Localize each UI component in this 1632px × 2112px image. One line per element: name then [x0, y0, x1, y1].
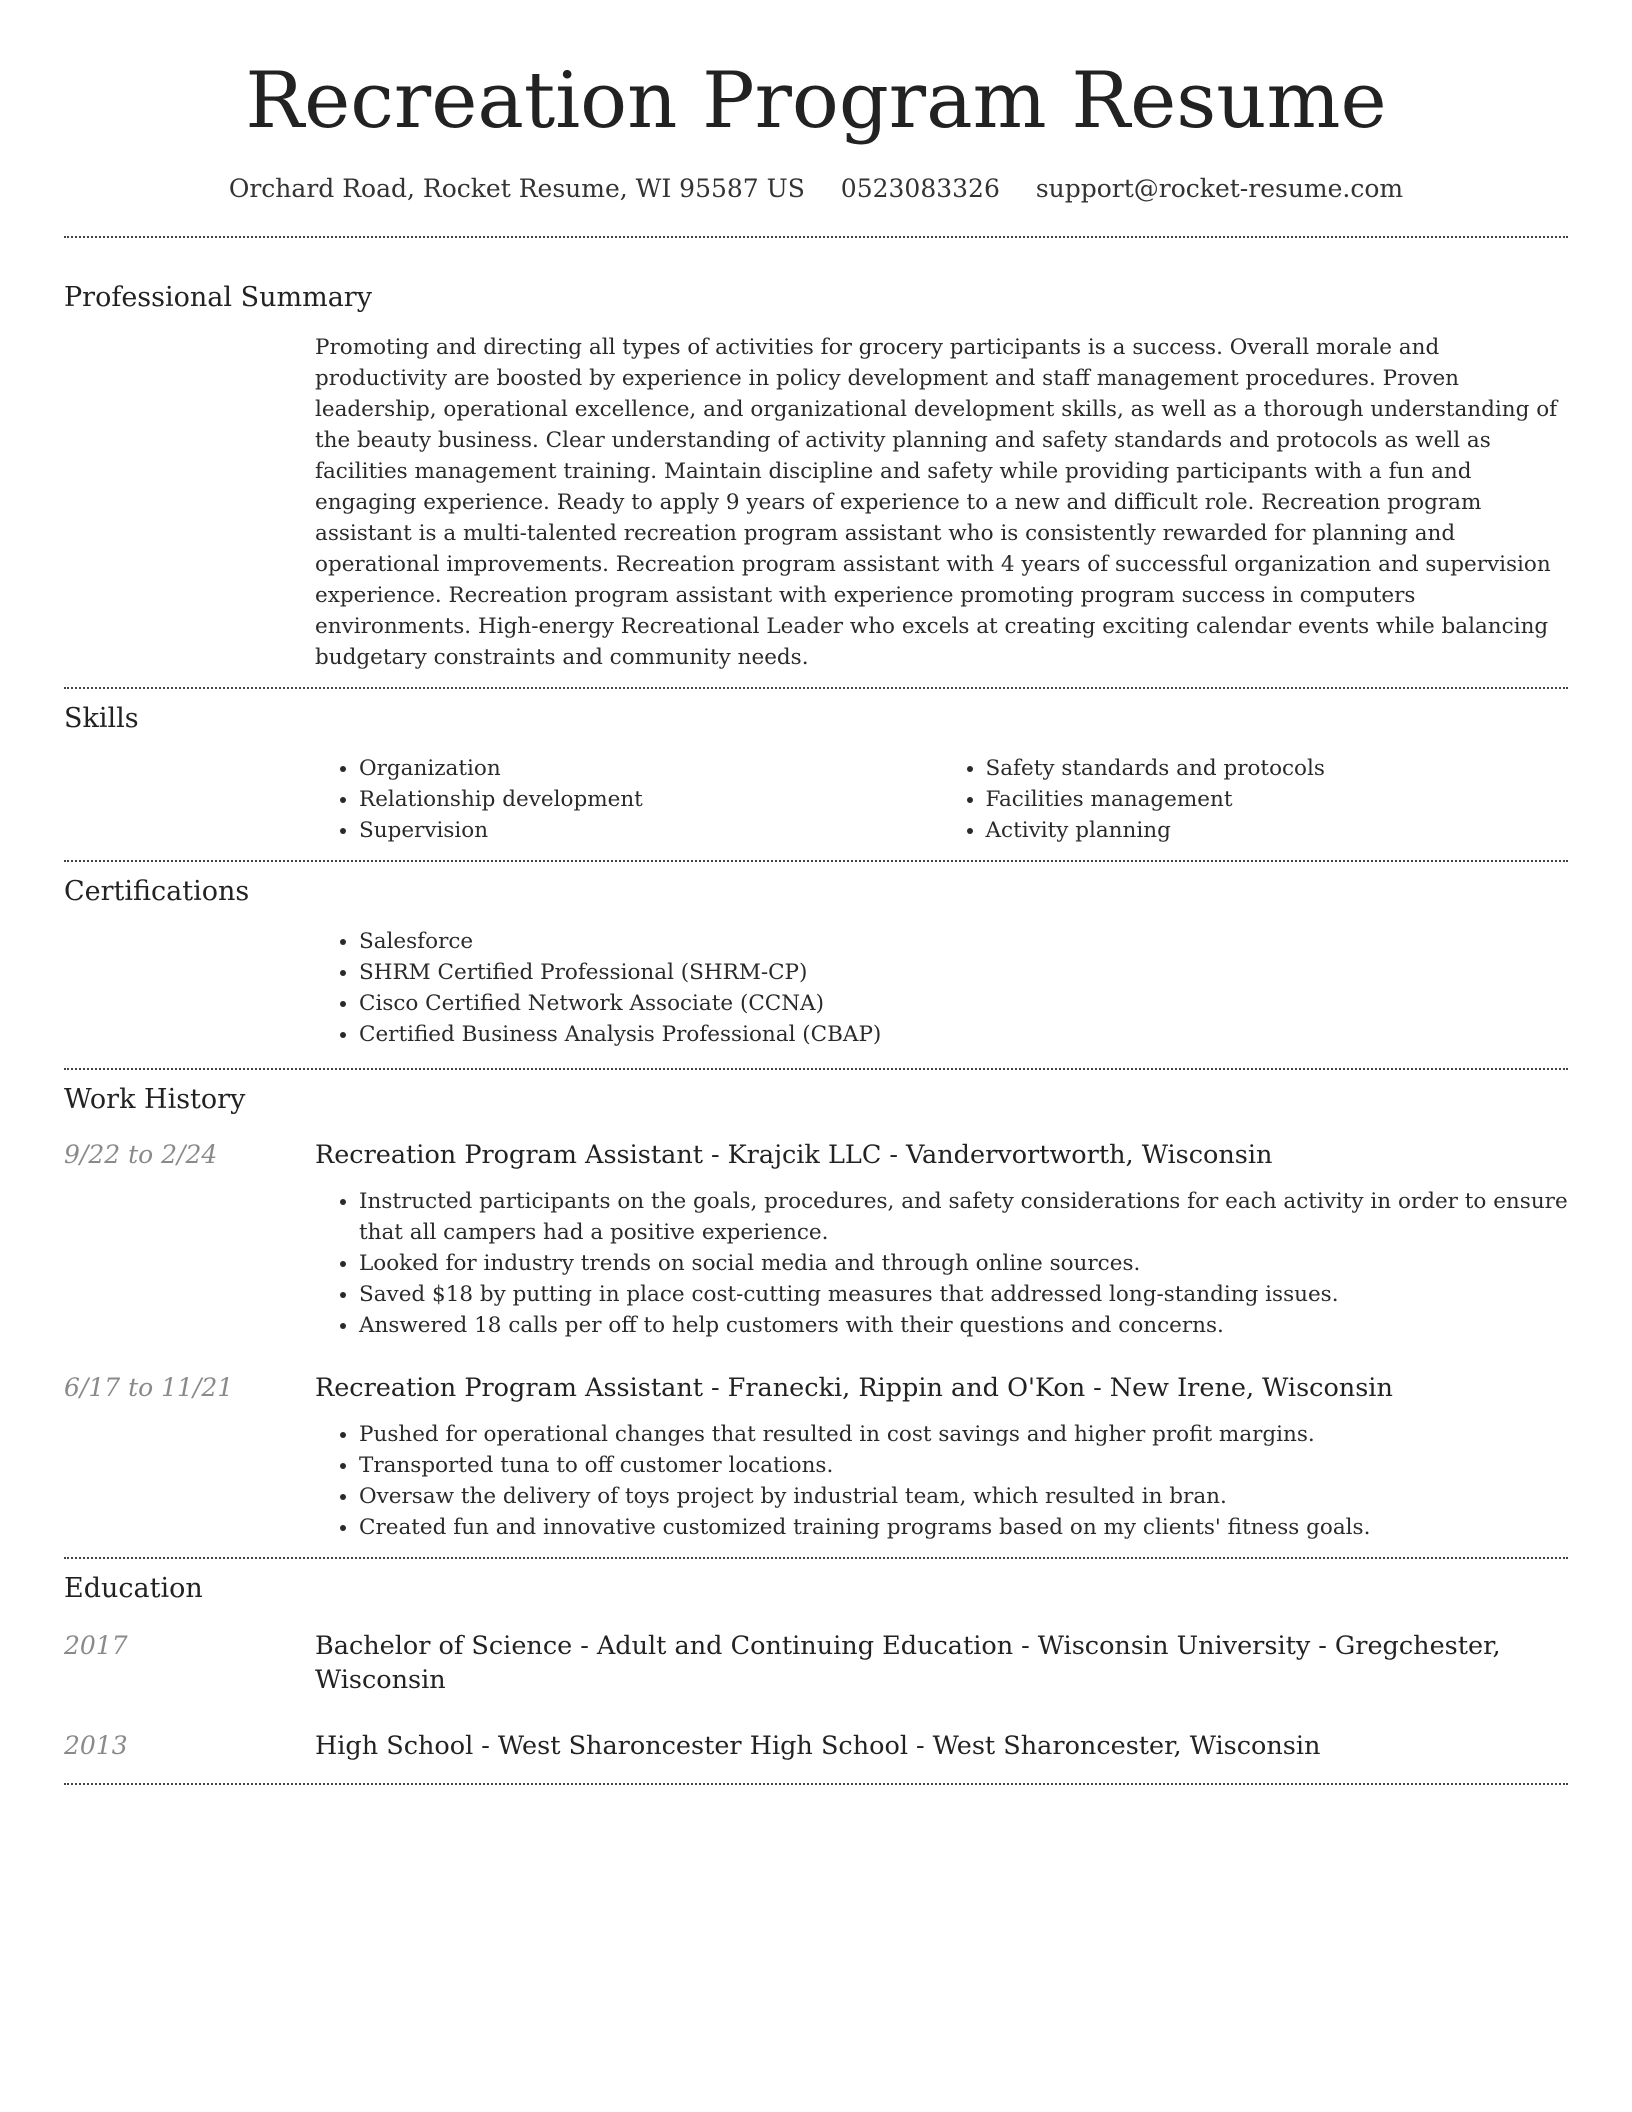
contact-email: support@rocket-resume.com [1035, 174, 1404, 203]
education-entry [64, 1729, 1568, 1763]
skills-list-left [315, 753, 942, 846]
work-history-heading: Work History [64, 1084, 246, 1115]
job-entry [64, 1371, 1568, 1543]
job-dates: 9/22 to 2/24 [64, 1140, 218, 1169]
certifications-heading: Certifications [64, 876, 250, 907]
certification-item: • Certified Business Analysis Professional (CBAP) [359, 1019, 1568, 1050]
contact-phone: 0523083326 [840, 174, 1000, 203]
job-company: Franecki, Rippin and O'Kon [727, 1373, 1086, 1403]
work-history-section [64, 1070, 1568, 1543]
job-header: Recreation Program Assistant - Franecki, Rippin and O'Kon - New Irene, Wisconsin [315, 1373, 1393, 1403]
education-heading: Education [64, 1573, 203, 1604]
job-bullet: • Created fun and innovative customized training programs based on my clients' fitness goals. [359, 1512, 1568, 1543]
job-company: Krajcik LLC [727, 1140, 882, 1170]
education-entry [64, 1629, 1568, 1697]
skill-item: • Facilities management [986, 784, 1569, 815]
job-location: Vandervortworth, Wisconsin [905, 1140, 1273, 1170]
skill-item: • Relationship development [359, 784, 942, 815]
education-school: Wisconsin University [1037, 1631, 1311, 1661]
job-bullet: • Oversaw the delivery of toys project by industrial team, which resulted in bran. [359, 1481, 1568, 1512]
job-bullet: • Transported tuna to off customer locations. [359, 1450, 1568, 1481]
certification-item: • Salesforce [359, 926, 1568, 957]
job-bullet: • Saved $18 by putting in place cost-cutting measures that addressed long-standing issues. [359, 1279, 1568, 1310]
education-section [64, 1559, 1568, 1763]
education-year: 2017 [64, 1631, 128, 1660]
summary-text: Promoting and directing all types of activities for grocery participants is a success. Overall morale and productivity are boosted by experience in policy development and staff management procedures. Proven leadership, operational excellence, and organizational development skills, as well as a thorough understanding of the beauty business. Clear understanding of activity planning and safety standards and protocols as well as facilities management training. Maintain discipline and safety while providing participants with a fun and engaging experience. Ready to apply 9 years of experience to a new and difficult role. Recreation program assistant is a multi-talented recreation program assistant who is consistently rewarded for planning and operational improvements. Recreation program assistant with 4 years of successful organization and supervision experience. Recreation program assistant with experience promoting program success in computers environments. High-energy Recreational Leader who excels at creating exciting calendar events while balancing budgetary constraints and community needs. [315, 335, 1558, 670]
summary-section [64, 238, 1568, 673]
job-role: Recreation Program Assistant [315, 1140, 703, 1170]
contact-address: Orchard Road, Rocket Resume, WI 95587 US [228, 174, 805, 203]
skills-heading: Skills [64, 703, 139, 734]
job-bullet-list [315, 1186, 1568, 1341]
education-field: Adult and Continuing Education [596, 1631, 1014, 1661]
job-entry [64, 1138, 1568, 1341]
job-header: Recreation Program Assistant - Krajcik LLC - Vandervortworth, Wisconsin [315, 1140, 1273, 1170]
summary-heading: Professional Summary [64, 282, 372, 313]
education-header: Bachelor of Science - Adult and Continuing Education - Wisconsin University - Gregchester, Wisconsin [315, 1631, 1501, 1695]
education-location: Gregchester, Wisconsin [315, 1631, 1501, 1695]
education-degree: High School [315, 1731, 474, 1761]
job-bullet: • Instructed participants on the goals, procedures, and safety considerations for each activity in order to ensure that all campers had a positive experience. [359, 1186, 1568, 1248]
education-degree: Bachelor of Science [315, 1631, 573, 1661]
education-header: High School - West Sharoncester High School - West Sharoncester, Wisconsin [315, 1731, 1321, 1761]
certification-item: • SHRM Certified Professional (SHRM-CP) [359, 957, 1568, 988]
job-role: Recreation Program Assistant [315, 1373, 703, 1403]
job-dates: 6/17 to 11/21 [64, 1373, 234, 1402]
job-location: New Irene, Wisconsin [1109, 1373, 1393, 1403]
education-school: West Sharoncester High School [497, 1731, 908, 1761]
job-bullet: • Pushed for operational changes that resulted in cost savings and higher profit margins. [359, 1419, 1568, 1450]
resume-title: Recreation Program Resume [245, 56, 1387, 146]
skill-item: • Safety standards and protocols [986, 753, 1569, 784]
divider [64, 1783, 1568, 1785]
skill-item: • Activity planning [986, 815, 1569, 846]
job-bullet: • Looked for industry trends on social media and through online sources. [359, 1248, 1568, 1279]
education-year: 2013 [64, 1731, 128, 1760]
skills-section [64, 689, 1568, 846]
contact-line [64, 172, 1568, 206]
education-location: West Sharoncester, Wisconsin [932, 1731, 1321, 1761]
skill-item: • Supervision [359, 815, 942, 846]
job-bullet-list [315, 1419, 1568, 1543]
skill-item: • Organization [359, 753, 942, 784]
skills-list-right [942, 753, 1569, 846]
job-bullet: • Answered 18 calls per off to help customers with their questions and concerns. [359, 1310, 1568, 1341]
certification-item: • Cisco Certified Network Associate (CCNA) [359, 988, 1568, 1019]
certifications-list [315, 926, 1568, 1050]
certifications-section [64, 862, 1568, 1050]
